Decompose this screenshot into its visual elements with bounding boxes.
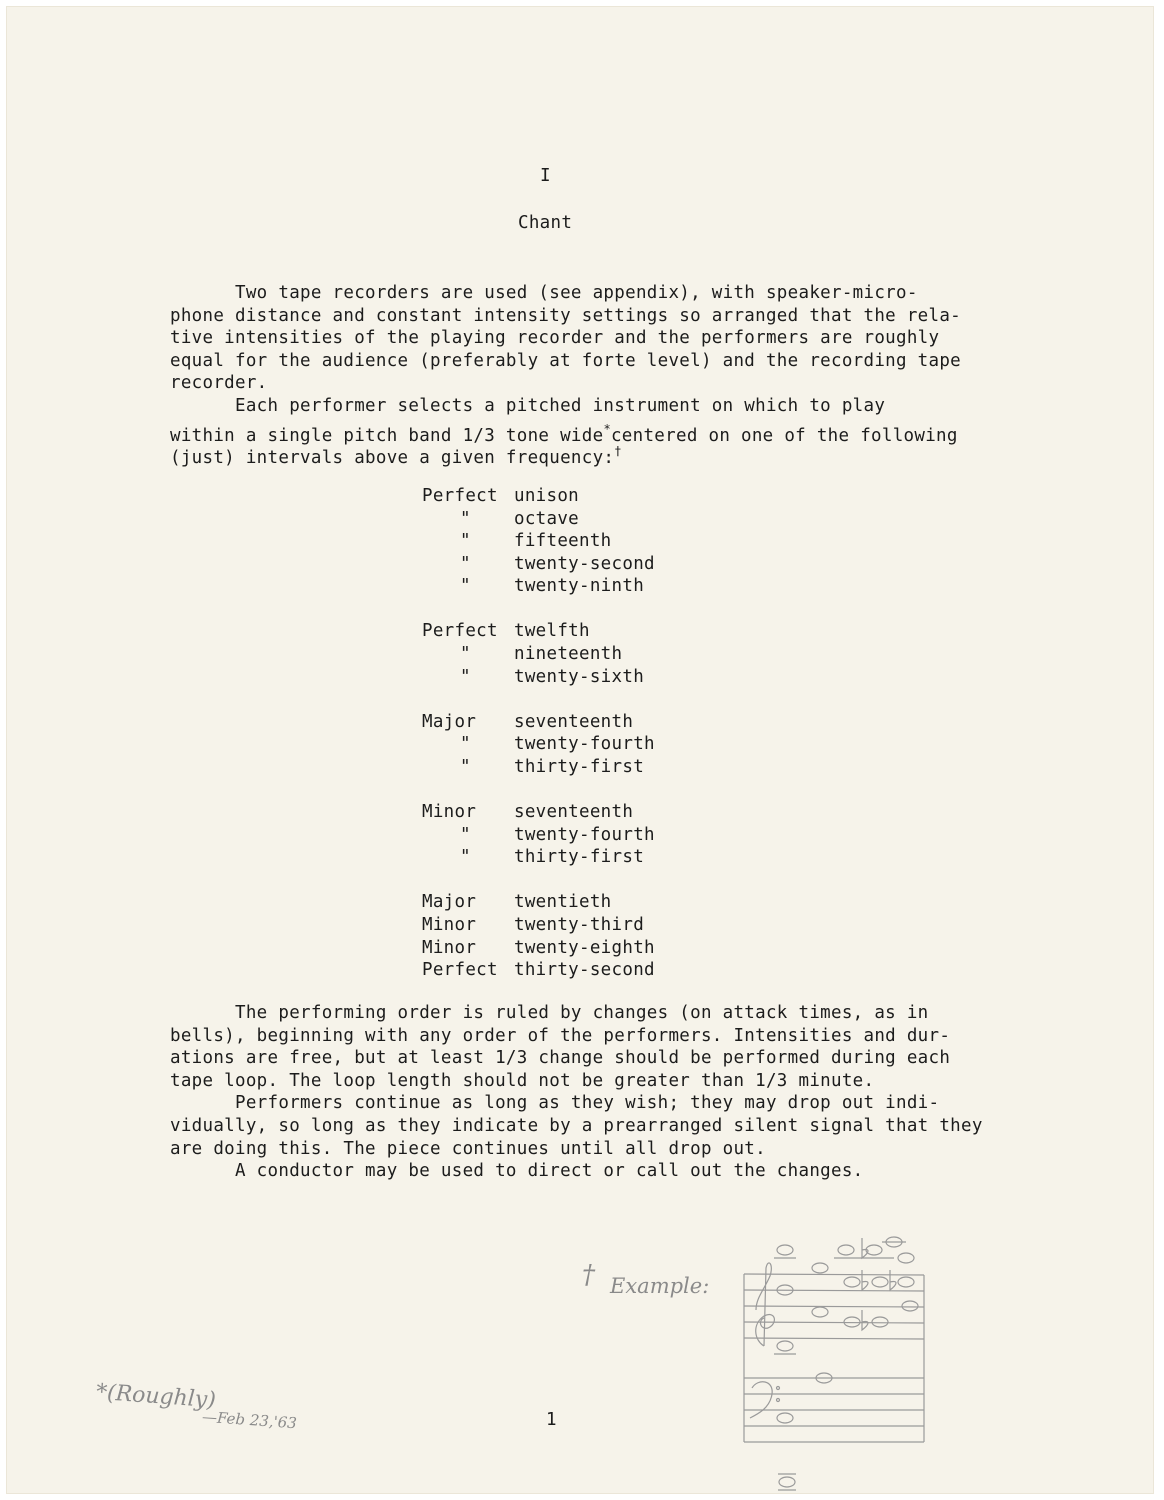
interval-row bbox=[422, 937, 722, 960]
text-line: vidually, so long as they indicate by a prearranged silent signal that they bbox=[170, 1115, 983, 1136]
pencil-date: —Feb 23,'63 bbox=[201, 1407, 298, 1433]
interval-name: thirty-second bbox=[514, 960, 655, 981]
interval-row bbox=[422, 846, 722, 869]
interval-quality: Perfect bbox=[422, 486, 498, 506]
text-line: Performers continue as long as they wish; they may drop out indi- bbox=[170, 1093, 940, 1114]
interval-row bbox=[422, 959, 722, 982]
text-line: ations are free, but at least 1/3 change should be performed during each bbox=[170, 1048, 951, 1069]
interval-name: nineteenth bbox=[514, 644, 623, 665]
interval-name: unison bbox=[514, 486, 580, 506]
interval-list bbox=[422, 485, 722, 982]
interval-row bbox=[422, 824, 722, 847]
interval-name: twenty-sixth bbox=[514, 666, 645, 687]
interval-quality: " bbox=[460, 756, 471, 777]
interval-quality: " bbox=[460, 847, 471, 868]
text-line bbox=[170, 418, 1020, 446]
interval-name: twenty-third bbox=[514, 914, 645, 935]
interval-row bbox=[422, 643, 722, 666]
interval-quality: " bbox=[460, 531, 471, 552]
paragraph-performance bbox=[170, 1002, 1020, 1183]
interval-row bbox=[422, 891, 722, 914]
interval-row bbox=[422, 801, 722, 824]
document-page bbox=[6, 6, 1154, 1494]
interval-name: twenty-ninth bbox=[514, 576, 645, 597]
line-text: centered on one of the following bbox=[610, 425, 958, 446]
interval-name: octave bbox=[514, 508, 580, 529]
group-spacer bbox=[422, 869, 722, 892]
text-line: are doing this. The piece continues until all drop out. bbox=[170, 1138, 766, 1159]
interval-quality: Minor bbox=[422, 914, 477, 935]
text-line: equal for the audience (preferably at forte level) and the recording tape bbox=[170, 350, 962, 371]
interval-row bbox=[422, 485, 722, 508]
text-line: recorder. bbox=[170, 373, 268, 394]
pencil-music-staff-sketch bbox=[734, 1228, 954, 1498]
paragraph-instructions bbox=[170, 282, 1020, 469]
text-line: Each performer selects a pitched instrument on which to play bbox=[170, 395, 886, 416]
interval-quality: " bbox=[460, 508, 471, 529]
interval-quality: " bbox=[460, 734, 471, 755]
group-spacer bbox=[422, 688, 722, 711]
interval-name: twelfth bbox=[514, 621, 590, 642]
line-text: (just) intervals above a given frequency: bbox=[170, 448, 615, 469]
interval-name: seventeenth bbox=[514, 802, 634, 823]
interval-row bbox=[422, 508, 722, 531]
interval-name: fifteenth bbox=[514, 531, 612, 552]
interval-quality: " bbox=[460, 824, 471, 845]
interval-row bbox=[422, 575, 722, 598]
text-line: A conductor may be used to direct or call out the changes. bbox=[170, 1161, 864, 1182]
pencil-roughly-note: *(Roughly) bbox=[95, 1379, 217, 1414]
interval-row bbox=[422, 666, 722, 689]
text-line: tive intensities of the playing recorder and the performers are roughly bbox=[170, 328, 940, 349]
interval-name: seventeenth bbox=[514, 711, 634, 732]
text-line: bells), beginning with any order of the performers. Intensities and dur- bbox=[170, 1025, 951, 1046]
interval-row bbox=[422, 733, 722, 756]
interval-quality: Major bbox=[422, 892, 477, 913]
interval-row bbox=[422, 553, 722, 576]
interval-quality: Major bbox=[422, 711, 477, 732]
pencil-example-label: Example: bbox=[610, 1274, 710, 1298]
text-line: phone distance and constant intensity settings so arranged that the rela- bbox=[170, 305, 962, 326]
group-spacer bbox=[422, 598, 722, 621]
pencil-dagger: † bbox=[582, 1260, 595, 1290]
interval-name: twenty-second bbox=[514, 553, 655, 574]
text-line: tape loop. The loop length should not be greater than 1/3 minute. bbox=[170, 1070, 875, 1091]
interval-name: twenty-fourth bbox=[514, 734, 655, 755]
group-spacer bbox=[422, 779, 722, 802]
interval-quality: " bbox=[460, 666, 471, 687]
interval-quality: Minor bbox=[422, 802, 477, 823]
text-line: Two tape recorders are used (see appendix), with speaker-micro- bbox=[170, 283, 918, 303]
line-text: within a single pitch band 1/3 tone wide bbox=[170, 425, 604, 446]
interval-quality: " bbox=[460, 644, 471, 665]
interval-row bbox=[422, 530, 722, 553]
text-line: The performing order is ruled by changes (on attack times, as in bbox=[170, 1003, 929, 1023]
interval-row bbox=[422, 711, 722, 734]
interval-row bbox=[422, 620, 722, 643]
interval-quality: Perfect bbox=[422, 621, 498, 642]
section-title: Chant bbox=[518, 213, 573, 233]
interval-name: thirty-first bbox=[514, 756, 645, 777]
interval-name: twentieth bbox=[514, 892, 612, 913]
interval-quality: " bbox=[460, 553, 471, 574]
interval-row bbox=[422, 914, 722, 937]
interval-quality: " bbox=[460, 576, 471, 597]
interval-quality: Perfect bbox=[422, 960, 498, 981]
interval-name: twenty-fourth bbox=[514, 824, 655, 845]
asterisk-mark: * bbox=[603, 421, 611, 436]
section-numeral: I bbox=[540, 166, 551, 186]
dagger-mark: † bbox=[614, 444, 622, 459]
interval-quality: Minor bbox=[422, 937, 477, 958]
interval-name: thirty-first bbox=[514, 847, 645, 868]
interval-row bbox=[422, 756, 722, 779]
page-number: 1 bbox=[546, 1410, 557, 1430]
interval-name: twenty-eighth bbox=[514, 937, 655, 958]
